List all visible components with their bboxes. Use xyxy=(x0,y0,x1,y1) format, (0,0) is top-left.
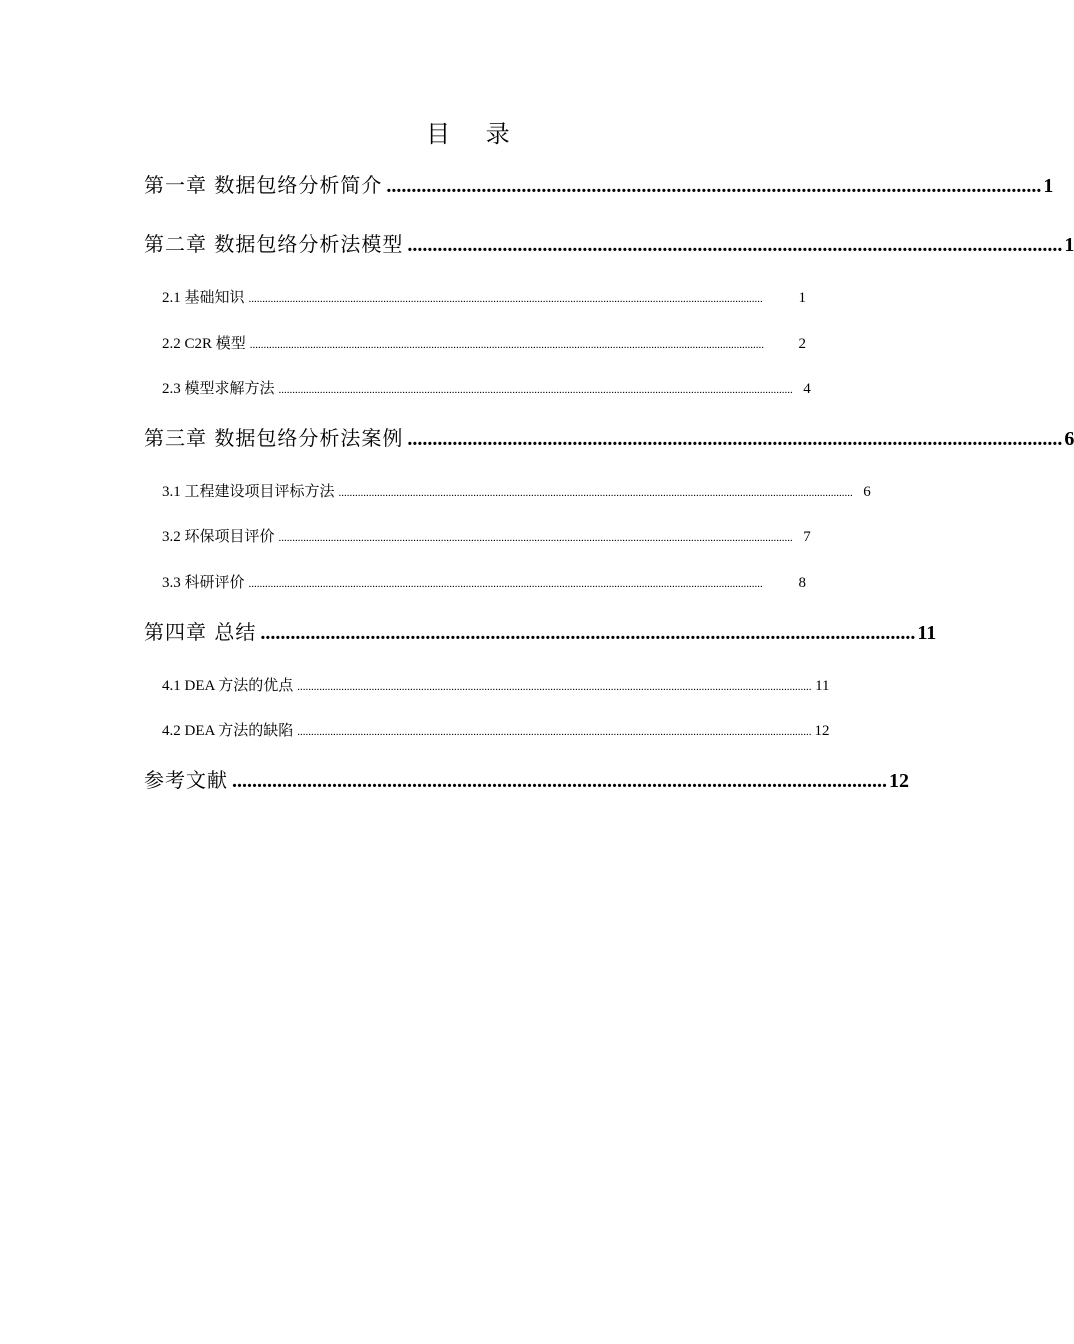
toc-entry-label: 第四章 总结 xyxy=(144,620,257,644)
toc-leader-dots: ................................................................................................................................... xyxy=(232,770,887,792)
toc-leader-dots: ........................................................................................................................................................................................... xyxy=(249,339,765,351)
toc-entry-label: 4.2 DEA 方法的缺陷 xyxy=(162,723,294,739)
toc-leader-dots: ........................................................................................................................................................................................... xyxy=(338,487,853,499)
toc-title: 目 录 xyxy=(426,120,524,148)
toc-leader-dots: ........................................................................................................................................................................................... xyxy=(297,726,812,738)
toc-entry-section-3-3[interactable] xyxy=(162,571,806,595)
toc-leader-dots: ........................................................................................................................................................................................... xyxy=(248,293,763,305)
toc-entry-label: 3.2 环保项目评价 xyxy=(162,529,275,545)
toc-entry-page: 6 xyxy=(863,484,871,500)
toc-entry-page: 2 xyxy=(798,336,806,352)
toc-leader-dots: ................................................................................................................................... xyxy=(407,234,1063,256)
toc-leader-dots: ........................................................................................................................................................................................... xyxy=(278,532,793,544)
toc-leader-dots: ........................................................................................................................................................................................... xyxy=(278,384,793,396)
toc-entry-references[interactable] xyxy=(144,765,909,795)
toc-leader-dots: ................................................................................................................................... xyxy=(407,428,1063,450)
toc-entry-section-2-2[interactable] xyxy=(162,332,806,356)
toc-entry-page: 4 xyxy=(803,381,811,397)
toc-leader-dots: ........................................................................................................................................................................................... xyxy=(297,681,812,693)
toc-entry-label: 2.1 基础知识 xyxy=(162,290,245,306)
toc-entry-label: 第三章 数据包络分析法案例 xyxy=(144,426,404,450)
toc-entry-section-4-1[interactable] xyxy=(162,674,830,698)
toc-entry-page: 6 xyxy=(1064,428,1074,450)
toc-entry-page: 8 xyxy=(798,575,806,591)
toc-entry-section-3-2[interactable] xyxy=(162,525,811,549)
toc-entry-label: 2.3 模型求解方法 xyxy=(162,381,275,397)
toc-entry-label: 参考文献 xyxy=(144,768,228,792)
toc-entry-section-2-3[interactable] xyxy=(162,377,811,401)
toc-entry-chapter-4[interactable] xyxy=(144,617,937,647)
toc-entry-label: 3.1 工程建设项目评标方法 xyxy=(162,484,335,500)
toc-entry-page: 1 xyxy=(798,290,806,306)
toc-entry-page: 1 xyxy=(1043,175,1054,197)
toc-entry-chapter-2[interactable] xyxy=(144,229,1074,259)
toc-entry-label: 3.3 科研评价 xyxy=(162,575,245,591)
toc-entry-page: 12 xyxy=(814,723,830,739)
toc-entry-section-2-1[interactable] xyxy=(162,286,806,310)
toc-entry-label: 第二章 数据包络分析法模型 xyxy=(144,232,404,256)
toc-entry-page: 7 xyxy=(803,529,811,545)
toc-entry-chapter-3[interactable] xyxy=(144,423,1074,453)
toc-entry-page: 1 xyxy=(1064,234,1074,256)
toc-entry-section-3-1[interactable] xyxy=(162,480,871,504)
toc-entry-label: 2.2 C2R 模型 xyxy=(162,336,246,352)
toc-entry-page: 11 xyxy=(917,622,937,644)
toc-entry-page: 11 xyxy=(815,678,830,694)
toc-entry-section-4-2[interactable] xyxy=(162,719,830,743)
toc-leader-dots: ................................................................................................................................... xyxy=(386,175,1042,197)
toc-leader-dots: ........................................................................................................................................................................................... xyxy=(248,578,763,590)
toc-entry-chapter-1[interactable] xyxy=(144,170,1054,200)
toc-entry-page: 12 xyxy=(889,770,909,792)
toc-leader-dots: ................................................................................................................................... xyxy=(260,622,916,644)
toc-entry-label: 4.1 DEA 方法的优点 xyxy=(162,678,294,694)
toc-entry-label: 第一章 数据包络分析简介 xyxy=(144,173,383,197)
